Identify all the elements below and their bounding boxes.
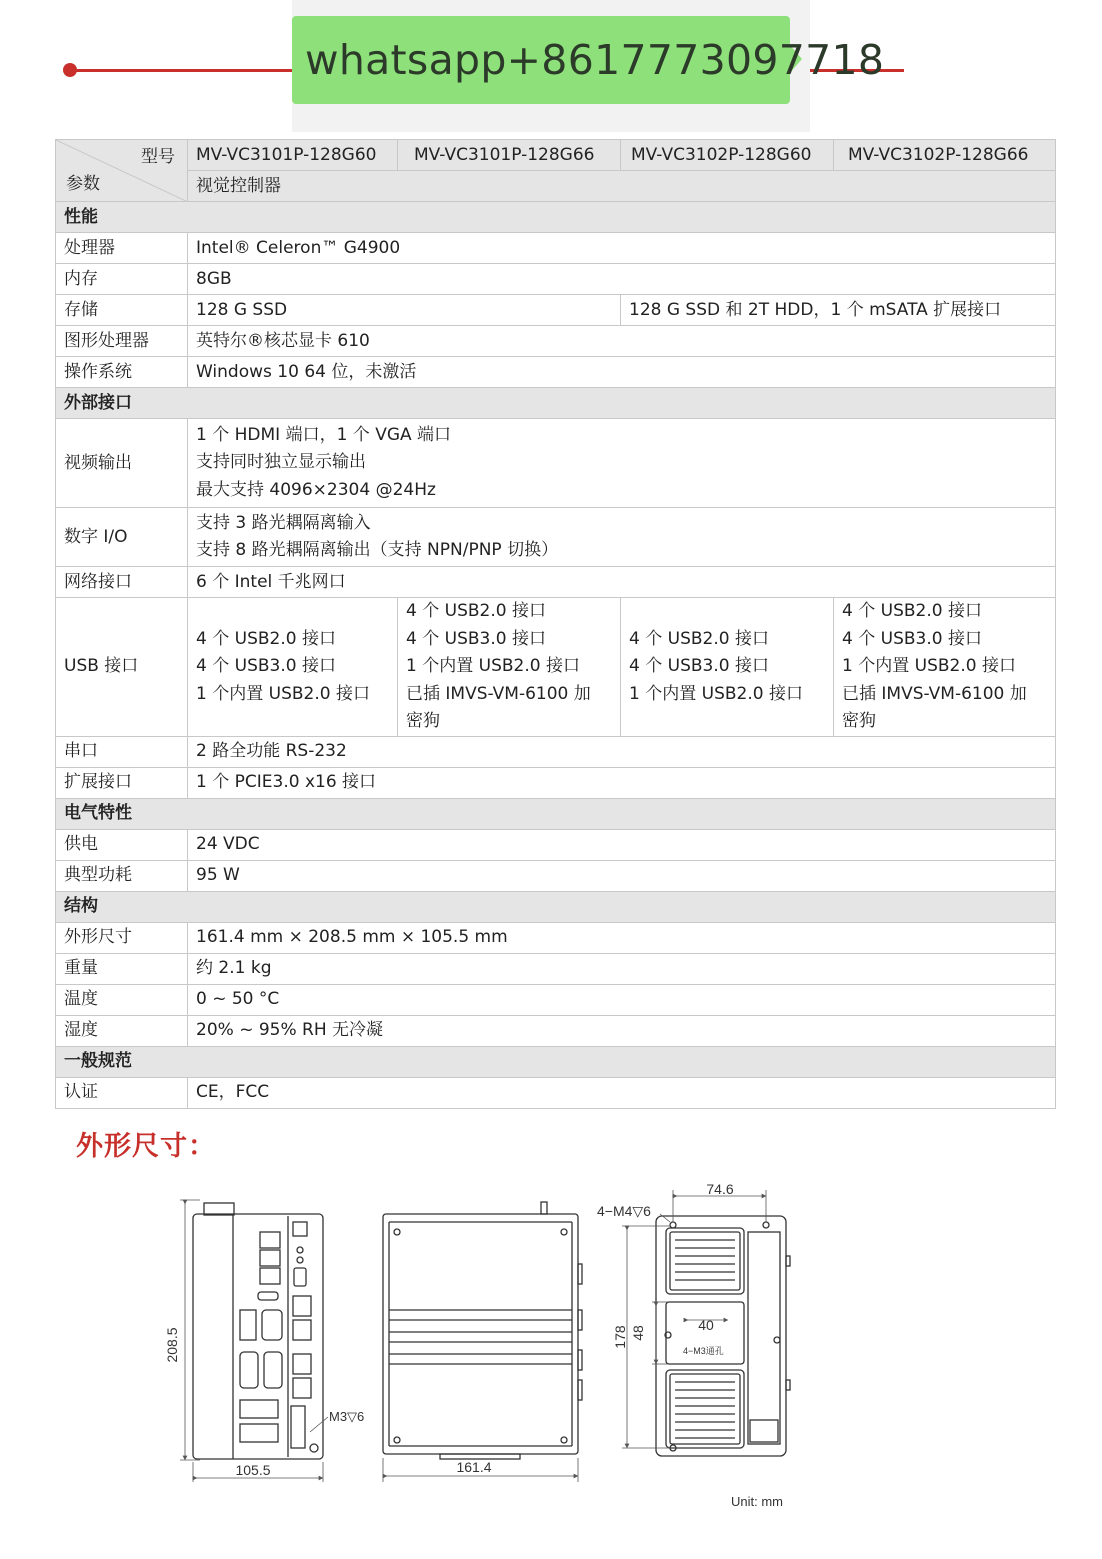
section-performance [56,202,1056,233]
header-rule-left [70,69,300,72]
value-line: 4 个 USB3.0 接口 [196,656,336,676]
row-label: 认证 [56,1077,188,1108]
usb-col-4 [834,598,1056,737]
back-inner-height-label: 48 [630,1325,646,1341]
value-line: 1 个内置 USB2.0 接口 [842,656,1016,676]
dimensions-title: 外形尺寸： [76,1131,216,1162]
back-top-width-label: 74.6 [706,1181,734,1197]
dimension-drawings [0,1170,1102,1520]
row-label: 湿度 [56,1015,188,1046]
value-line: 4 个 USB3.0 接口 [406,628,546,649]
row-value: 20% ~ 95% RH 无冷凝 [188,1015,1056,1046]
value-line: 4 个 USB3.0 接口 [629,656,769,676]
spec-row-network [56,567,1056,598]
row-value: CE，FCC [188,1077,1056,1108]
section-structure [56,891,1056,922]
row-label: 重量 [56,953,188,984]
spec-row-usb [56,598,1056,737]
row-label: 串口 [56,736,188,767]
row-label: 温度 [56,984,188,1015]
value-line: 支持同时独立显示输出 [196,452,366,473]
corner-model-label: 型号 [141,147,175,167]
model-name-1: MV-VC3101P-128G60 [188,140,398,171]
row-label: 操作系统 [56,357,188,388]
spec-row-power-consumption [56,860,1056,891]
product-type: 视觉控制器 [188,171,1056,202]
spec-row-os [56,357,1056,388]
row-label: 外形尺寸 [56,922,188,953]
row-value-b: 128 G SSD 和 2T HDD，1 个 mSATA 扩展接口 [621,295,1056,326]
product-type-row [56,171,1056,202]
spec-row-gpu [56,326,1056,357]
section-general [56,1046,1056,1077]
back-inner-width-label: 40 [698,1317,714,1333]
value-line: 1 个内置 USB2.0 接口 [406,656,580,676]
value-line: 4 个 USB2.0 接口 [406,601,546,621]
row-label: 视频输出 [56,419,188,508]
section-title: 结构 [56,891,1056,922]
corner-param-label: 参数 [66,174,100,194]
row-value: Windows 10 64 位，未激活 [188,357,1056,388]
spec-row-weight [56,953,1056,984]
value-line: 支持 3 路光耦隔离输入 [196,512,371,533]
usb-col-1 [188,598,398,737]
row-value: 24 VDC [188,829,1056,860]
spec-row-certification [56,1077,1056,1108]
section-title: 一般规范 [56,1046,1056,1077]
front-height-label: 208.5 [164,1327,180,1363]
spec-row-serial [56,736,1056,767]
section-title: 外部接口 [56,388,1056,419]
table-corner-cell [56,140,188,202]
front-width-label: 105.5 [235,1462,271,1478]
spec-row-power-supply [56,829,1056,860]
row-label: 网络接口 [56,567,188,598]
spec-row-dimensions [56,922,1056,953]
row-label: USB 接口 [56,598,188,737]
value-line: 1 个内置 USB2.0 接口 [629,683,803,704]
section-electrical [56,798,1056,829]
value-line: 4 个 USB3.0 接口 [842,628,982,649]
row-value: 约 2.1 kg [188,953,1056,984]
spec-table [55,139,1056,1109]
value-line: 最大支持 4096×2304 @24Hz [196,479,436,500]
row-value: 2 路全功能 RS-232 [188,736,1056,767]
row-label: 数字 I/O [56,508,188,567]
front-view-dimension-lines [180,1200,328,1482]
row-label: 图形处理器 [56,326,188,357]
spec-row-processor [56,233,1056,264]
model-name-2: MV-VC3101P-128G66 [398,140,621,171]
row-value: 161.4 mm × 208.5 mm × 105.5 mm [188,922,1056,953]
back-top-screw-label: 4−M4▽6 [597,1203,651,1219]
model-header-row [56,140,1056,171]
value-line: 已插 IMVS-VM-6100 加 [406,683,591,704]
spec-row-memory [56,264,1056,295]
value-line: 1 个 HDMI 端口，1 个 VGA 端口 [196,424,452,445]
row-label: 供电 [56,829,188,860]
spec-row-digital-io [56,508,1056,567]
spec-row-humidity [56,1015,1056,1046]
row-value: 95 W [188,860,1056,891]
row-value [188,419,1056,508]
row-value: 英特尔®核芯显卡 610 [188,326,1056,357]
row-value: 0 ~ 50 °C [188,984,1056,1015]
spec-row-storage [56,295,1056,326]
side-width-label: 161.4 [456,1459,492,1475]
section-title: 电气特性 [56,798,1056,829]
row-label: 扩展接口 [56,767,188,798]
row-value: 6 个 Intel 千兆网口 [188,567,1056,598]
front-screw-label: M3▽6 [329,1409,365,1424]
row-value: 1 个 PCIE3.0 x16 接口 [188,767,1056,798]
row-label: 内存 [56,264,188,295]
value-line: 4 个 USB2.0 接口 [842,601,982,621]
contact-banner-text: whatsapp+8617773097718 [305,36,885,84]
side-view-drawing [383,1202,582,1459]
value-line: 4 个 USB2.0 接口 [196,628,336,649]
row-value: Intel® Celeron™ G4900 [188,233,1056,264]
section-title: 性能 [56,202,1056,233]
row-label: 典型功耗 [56,860,188,891]
back-tap-label: 4−M3通孔 [683,1346,724,1356]
header-bullet-dot [63,63,77,77]
value-line: 1 个内置 USB2.0 接口 [196,683,370,704]
usb-col-3 [621,598,834,737]
usb-col-2 [398,598,621,737]
value-line: 已插 IMVS-VM-6100 加 [842,683,1027,704]
section-external-interfaces [56,388,1056,419]
back-view-drawing [656,1216,790,1456]
row-label: 存储 [56,295,188,326]
model-name-4: MV-VC3102P-128G66 [834,140,1056,171]
spec-row-expansion [56,767,1056,798]
front-view-drawing [193,1203,323,1459]
back-height-label: 178 [612,1325,628,1349]
model-name-3: MV-VC3102P-128G60 [621,140,834,171]
spec-row-video-output [56,419,1056,508]
value-line: 4 个 USB2.0 接口 [629,628,769,649]
row-value: 8GB [188,264,1056,295]
spec-row-temperature [56,984,1056,1015]
row-label: 处理器 [56,233,188,264]
value-line: 支持 8 路光耦隔离输出（支持 NPN/PNP 切换） [196,540,559,560]
row-value-a: 128 G SSD [188,295,621,326]
row-value [188,508,1056,567]
value-line: 密狗 [842,711,876,731]
unit-label: Unit: mm [731,1494,783,1509]
value-line: 密狗 [406,711,440,731]
